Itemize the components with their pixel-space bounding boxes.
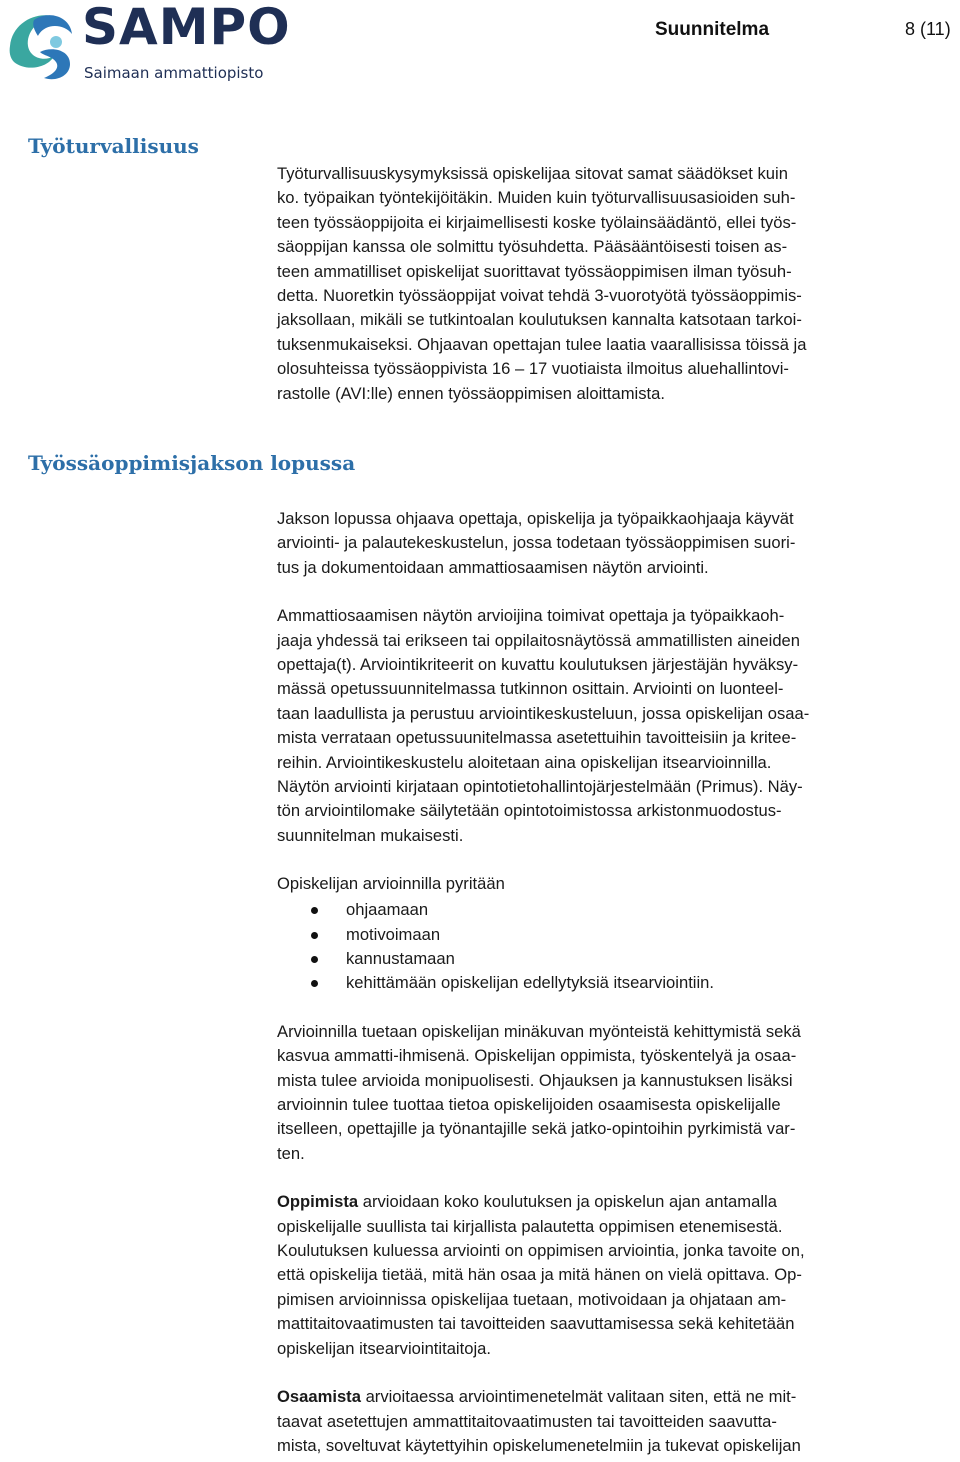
sampo-logo-mark-icon: [4, 6, 78, 84]
list-item: kannustamaan: [277, 947, 960, 971]
paragraph: Työturvallisuuskysymyksissä opiskelijaa sitovat samat säädökset kuin ko. työpaikan työntekijöitäkin. Muiden kuin työturvallisuusasioiden suh- teen työssäoppijoita ei kirjaimellisesti koske työlainsäädäntö, ellei työs- säoppijan kanssa ole solmittu työsuhdetta. Pääsääntöisesti toisen as- teen ammatilliset opiskelijat suorittavat työssäoppimisen ilman työsuh- detta. Nuoretkin työssäoppijat voivat tehdä 3-vuorotyötä työssäoppimis- jaksollaan, mikäli se tutkintoalan koulutuksen kannalta katsotaan tarkoi- tuksenmukaiseksi. Ohjaavan opettajan tulee laatia vaarallisissa töissä ja olosuhteissa työssäoppivista 16 – 17 vuotiaista ilmoitus aluehallintovi- rastolle (AVI:lle) ennen työssäoppimisen aloittamista.: [277, 164, 807, 403]
paragraph: Ammattiosaamisen näytön arvioijina toimivat opettaja ja työpaikkaoh- jaaja yhdessä tai erikseen tai oppilaitosnäytössä ammatillisten aineiden opettaja(t). Arviointikriteerit on kuvattu koulutuksen järjestäjän hyväksy- mässä opetussuunnitelmassa tutkinnon osittain. Arviointi on luonteel- taan laadullista ja perustuu arviointikeskusteluun, jossa opiskelijan osaa- mista verrataan opetussuunitelmassa asetettuihin tavoitteisiin ja kritee- reihin. Arviointikeskustelu aloitetaan aina opiskelijan itsearvioinnilla. Näytön arviointi kirjataan opintotietohallintojärjestelmään (Primus). Näy- tön arviointilomake säilytetään opintotoimistossa arkistonmuodostus- suunnitelman mukaisesti.: [277, 606, 810, 845]
section-body-tyoturvallisuus: [277, 162, 960, 406]
list-item: ohjaamaan: [277, 898, 960, 922]
list-item: kehittämään opiskelijan edellytyksiä itsearviointiin.: [277, 971, 960, 995]
logo-tagline: Saimaan ammattiopisto: [84, 64, 264, 82]
document-title: Suunnitelma: [655, 19, 770, 40]
bullet-icon: [311, 980, 318, 987]
page-number: 8 (11): [905, 19, 951, 39]
bold-term: Osaamista: [277, 1387, 361, 1407]
section-heading-tyoturvallisuus: Työturvallisuus: [28, 134, 199, 158]
paragraph: Arvioinnilla tuetaan opiskelijan minäkuvan myönteistä kehittymistä sekä kasvua ammatti-ihmisenä. Opiskelijan oppimista, työskentelyä ja osaa- mista tulee arvioida monipuolisesti. Ohjauksen ja kannustuksen lisäksi arvioinnin tulee tuottaa tietoa opiskelijoiden osaamisesta opiskelijalle itselleen, opettajille ja työnantajille sekä jatko-opintoihin pyrkimistä var- ten.: [277, 1021, 801, 1163]
bullet-icon: [311, 932, 318, 939]
sampo-logo: [4, 0, 304, 86]
page-header: [0, 0, 960, 90]
bold-term: Oppimista: [277, 1192, 359, 1212]
logo-wordmark: SAMPO: [82, 0, 291, 56]
bullet-icon: [311, 956, 318, 963]
paragraph: Oppimista arvioidaan koko koulutuksen ja opiskelun ajan antamalla opiskelijalle suullista tai kirjallista palautetta oppimisen etenemisestä. Koulutuksen kuluessa arviointi on oppimisen arviointia, jonka tavoite on, että opiskelija tietää, mitä hän osaa ja mitä hänen on vielä opittava. Op- pimisen arvioinnissa opiskelijaa tuetaan, motivoidaan ja ohjataan am- mattitaitovaatimusten tai tavoitteiden saavuttamisessa sekä kehitetään opiskelijan itsearviointitaitoja.: [277, 1192, 805, 1358]
paragraph: Jakson lopussa ohjaava opettaja, opiskelija ja työpaikkaohjaaja käyvät arviointi- ja palautekeskustelun, jossa todetaan työssäoppimisen suori- tus ja dokumentoidaan ammattiosaamisen näytön arviointi.: [277, 509, 796, 577]
list-intro: Opiskelijan arvioinnilla pyritään: [277, 874, 505, 894]
section-body-jakson-lopussa: [277, 507, 960, 1458]
assessment-goals-list: [277, 898, 960, 996]
list-item: motivoimaan: [277, 923, 960, 947]
section-heading-jakson-lopussa: Työssäoppimisjakson lopussa: [28, 451, 356, 475]
paragraph: Osaamista arvioitaessa arviointimenetelmät valitaan siten, että ne mit- taavat asetettujen ammattitaitovaatimusten tai tavoitteiden saavutta- mista, soveltuvat käytettyihin opiskelumenetelmiin ja tukevat opiskelijan: [277, 1387, 801, 1455]
bullet-icon: [311, 907, 318, 914]
